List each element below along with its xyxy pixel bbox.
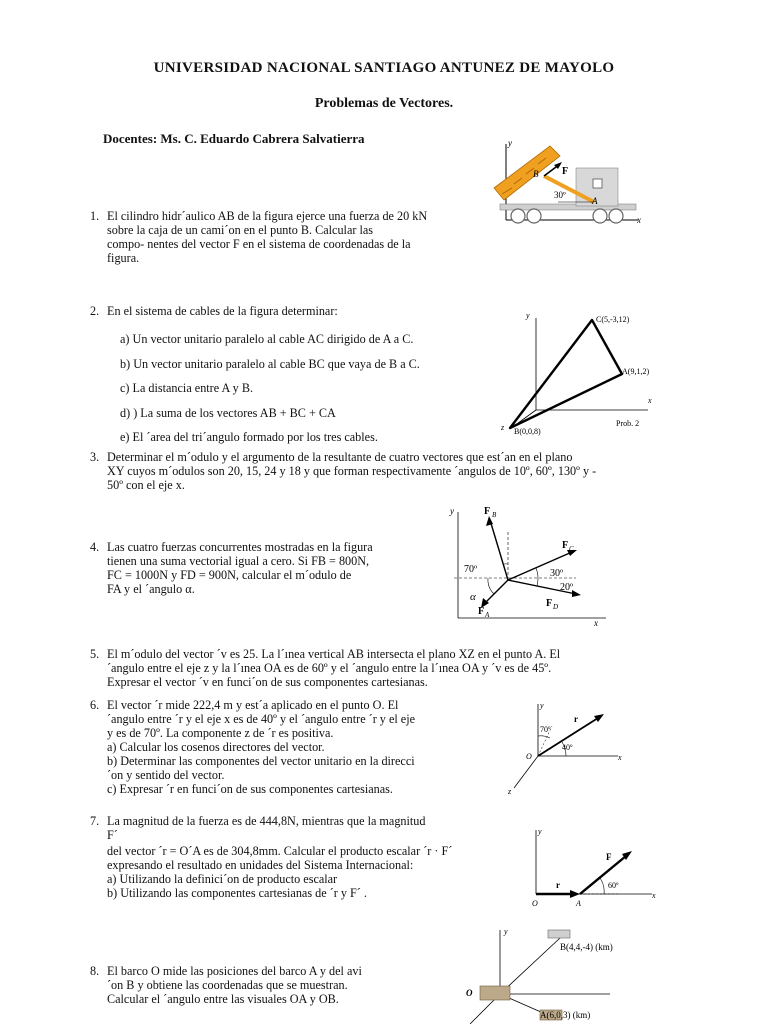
- fig1-wheel: [511, 209, 525, 223]
- problem-3-number: 3.: [90, 450, 100, 464]
- problem-4-text: [107, 540, 411, 596]
- problem-1-text: [107, 209, 474, 265]
- fig7-label: O: [532, 899, 538, 908]
- fig7-label: F: [606, 852, 612, 862]
- problem-5-line: ´angulo entre el eje z y la l´ınea OA es de 60º y el ´angulo entre la l´ınea OA y ´v es de 45º.: [107, 661, 552, 675]
- fig1-wheel: [609, 209, 623, 223]
- fig4-label: y: [450, 506, 454, 516]
- problem-8-line: El barco O mide las posiciones del barco A y del avi: [107, 964, 362, 978]
- problem-3-line: Determinar el m´odulo y el argumento de la resultante de cuatro vectores que est´an en el plano: [107, 450, 573, 464]
- fig4-label: 20º: [560, 582, 574, 593]
- problem-2-item: a) Un vector unitario paralelo al cable AC dirigido de A a C.: [120, 332, 414, 346]
- problem-8-text: [107, 964, 411, 1006]
- problem-2-item: b) Un vector unitario paralelo al cable BC que vaya de B a C.: [120, 356, 420, 371]
- problem-2-item: e) El ´area del tri´angulo formado por los tres cables.: [120, 430, 378, 444]
- fig4-fb: [490, 520, 508, 580]
- fig4-label: 70º: [464, 564, 478, 575]
- problem-4-line: FA y el ´angulo α.: [107, 582, 195, 596]
- fig1-label: x: [637, 215, 641, 225]
- fig8-plane: [548, 930, 570, 938]
- figure-ships: [440, 924, 640, 1024]
- problem-8-line: Calcular el ´angulo entre las visuales OA y OB.: [107, 992, 339, 1006]
- fig1-window: [593, 179, 602, 188]
- fig7-label: r: [556, 880, 560, 890]
- problem-1-line: El cilindro hidr´aulico AB de la figura ejerce una fuerza de 20 kN: [107, 209, 428, 223]
- fig2-label: C(5,-3,12): [596, 315, 630, 324]
- document-title: UNIVERSIDAD NACIONAL SANTIAGO ANTUNEZ DE MAYOLO: [153, 60, 615, 76]
- problem-8-number: 8.: [90, 964, 100, 978]
- fig1-label: 30º: [554, 190, 566, 200]
- figure-truck: [488, 134, 648, 236]
- problem-7-line: del vector ´r = O´A es de 304,8mm. Calcular el producto escalar ´r · F´: [107, 844, 453, 858]
- problem-7-line: La magnitud de la fuerza es de 444,8N, mientras que la magnitud: [107, 814, 426, 828]
- problem-6-line: ´angulo entre ´r y el eje x es de 40º y el ´angulo entre ´r y el eje: [107, 712, 415, 726]
- fig4-label: α: [470, 591, 476, 603]
- problem-2-items: [120, 327, 420, 450]
- problem-4-number: 4.: [90, 540, 100, 554]
- problem-6-line: El vector ´r mide 222,4 m y est´a aplicado en el punto O. El: [107, 698, 399, 712]
- problem-1-line: sobre la caja de un cami´on en el punto B. Calcular las: [107, 223, 374, 237]
- problem-4-line: FC = 1000N y FD = 900N, calcular el m´odulo de: [107, 568, 352, 582]
- problem-5-line: Expresar el vector ´v en funci´on de sus componentes cartesianas.: [107, 675, 428, 689]
- problem-1-number: 1.: [90, 209, 100, 223]
- problem-2-item: d) ) La suma de los vectores AB + BC + CA: [120, 405, 336, 420]
- problem-2-number: 2.: [90, 304, 100, 318]
- problem-7-number: 7.: [90, 814, 100, 828]
- problem-6-number: 6.: [90, 698, 100, 712]
- fig4-label: C: [569, 545, 574, 553]
- problem-7-line: expresando el resultado en unidades del Sistema Internacional:: [107, 858, 414, 872]
- fig6-label: 70º: [540, 725, 551, 734]
- fig1-label: y: [508, 138, 512, 148]
- problem-8-line: ´on B y obtiene las coordenadas que se muestran.: [107, 978, 348, 992]
- fig1-wheel: [527, 209, 541, 223]
- fig8-ship-o: [480, 986, 510, 1000]
- problem-7-line: a) Utilizando la definici´on de producto escalar: [107, 872, 338, 886]
- fig8-label: B(4,4,-4) (km): [560, 942, 613, 952]
- problem-3-line: 50º con el eje x.: [107, 478, 185, 492]
- fig2-cable-triangle: [510, 320, 622, 428]
- problem-6-text: [107, 698, 477, 796]
- fig6-label: r: [574, 714, 578, 724]
- fig7-label: A: [576, 899, 581, 908]
- fig4-label: F: [562, 540, 569, 551]
- problem-3-text: [107, 450, 681, 492]
- fig8-label: O: [466, 988, 473, 998]
- problem-6-line: y es de 70º. La componente z de ´r es positiva.: [107, 726, 334, 740]
- problem-5-text: [107, 647, 681, 689]
- fig4-label: 30º: [550, 568, 564, 579]
- fig2-label: B(0,0,8): [514, 427, 541, 436]
- fig2-label: z: [501, 423, 505, 432]
- fig4-label: B: [492, 511, 497, 519]
- fig2-label: A(9,1,2): [622, 367, 650, 376]
- fig7-force-f: [580, 856, 626, 894]
- fig8-label: A(6,0,3) (km): [540, 1010, 591, 1020]
- fig4-label: F: [546, 598, 553, 609]
- problem-7-line: F´: [107, 828, 118, 842]
- fig1-label: A: [592, 196, 598, 206]
- problem-2-item: c) La distancia entre A y B.: [120, 381, 254, 395]
- problem-1-line: figura.: [107, 251, 140, 265]
- fig4-label: x: [594, 618, 598, 628]
- fig2-label: Prob. 2: [616, 419, 640, 428]
- fig4-label: A: [485, 611, 490, 619]
- docentes-line: Docentes: Ms. C. Eduardo Cabrera Salvatierra: [103, 131, 365, 146]
- fig6-label: z: [508, 787, 512, 796]
- problem-7-text: [107, 814, 499, 900]
- problem-6-line: b) Determinar las componentes del vector unitario en la direcci: [107, 754, 415, 768]
- fig8-line-ob: [500, 938, 560, 994]
- problem-6-line: a) Calcular los cosenos directores del vector.: [107, 740, 325, 754]
- figure-vector-r: [500, 696, 640, 798]
- fig1-label: F: [562, 166, 569, 177]
- figure-cables: [498, 306, 668, 440]
- fig4-label: F: [484, 506, 491, 517]
- fig7-label: y: [538, 827, 542, 836]
- fig7-label: 60º: [608, 881, 619, 890]
- problem-6-line: c) Expresar ´r en funci´on de sus componentes cartesianas.: [107, 782, 393, 796]
- fig2-label: y: [526, 311, 530, 320]
- fig4-label: F: [478, 606, 485, 617]
- fig6-label: O: [526, 752, 532, 761]
- fig1-label: B: [533, 169, 539, 179]
- fig4-label: D: [553, 603, 559, 611]
- fig4-fa: [484, 580, 508, 604]
- figure-forces: [426, 502, 616, 630]
- fig1-wheel: [593, 209, 607, 223]
- fig7-label: x: [652, 891, 656, 900]
- problem-7-line: b) Utilizando las componentes cartesianas de ´r y F´ .: [107, 886, 367, 900]
- problem-3-line: XY cuyos m´odulos son 20, 15, 24 y 18 y que forman respectivamente ´angulos de 10º, 60º, 130º y -: [107, 464, 597, 478]
- problem-4-line: Las cuatro fuerzas concurrentes mostradas en la figura: [107, 540, 373, 554]
- problem-1-line: compo- nentes del vector F en el sistema de coordenadas de la: [107, 237, 411, 251]
- problem-6-line: ´on y sentido del vector.: [107, 768, 225, 782]
- problem-5-number: 5.: [90, 647, 100, 661]
- fig2-label: x: [648, 396, 652, 405]
- fig6-label: x: [618, 753, 622, 762]
- document-subtitle: Problemas de Vectores.: [314, 96, 454, 111]
- figure-force-f: [520, 826, 660, 908]
- fig6-label: y: [540, 701, 544, 710]
- fig8-label: y: [504, 927, 508, 936]
- fig6-label: 40º: [562, 743, 573, 752]
- problem-5-line: El m´odulo del vector ´v es 25. La l´ınea vertical AB intersecta el plano XZ en el punto A. El: [107, 647, 561, 661]
- problem-4-line: tienen una suma vectorial igual a cero. Si FB = 800N,: [107, 554, 370, 568]
- problem-2-intro: En el sistema de cables de la figura determinar:: [107, 304, 338, 318]
